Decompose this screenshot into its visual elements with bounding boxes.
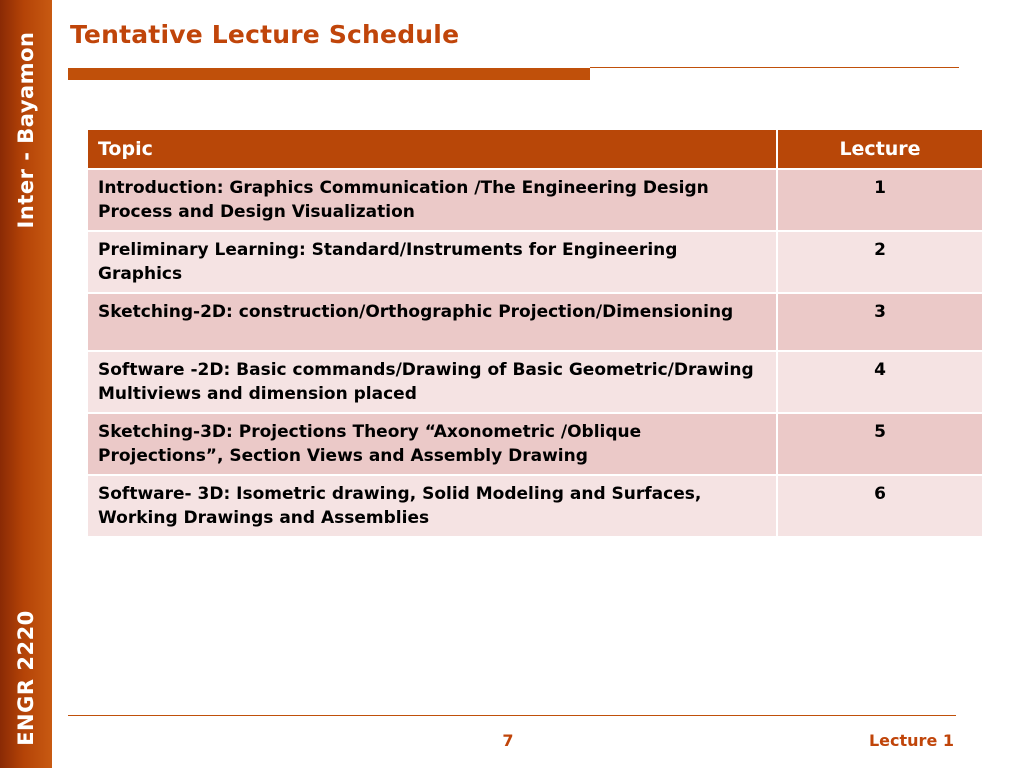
- row-lecture-number: 5: [777, 413, 983, 475]
- row-lecture-number: 1: [777, 169, 983, 231]
- sidebar-course-label: ENGR 2220: [14, 610, 38, 746]
- lecture-schedule-table: [86, 128, 984, 538]
- table-row: [87, 475, 983, 537]
- header-lecture: Lecture: [777, 129, 983, 169]
- table-row: [87, 351, 983, 413]
- footer-rule: [68, 715, 956, 716]
- row-lecture-number: 2: [777, 231, 983, 293]
- table-row: [87, 413, 983, 475]
- page-number: 7: [502, 731, 514, 750]
- row-topic: Introduction: Graphics Communication /The Engineering Design Process and Design Visualization: [87, 169, 777, 231]
- slide-title: Tentative Lecture Schedule: [70, 20, 460, 49]
- row-lecture-number: 6: [777, 475, 983, 537]
- table-row: [87, 231, 983, 293]
- title-underline-bar: [68, 68, 590, 80]
- sidebar: [0, 0, 52, 768]
- row-topic: Sketching-3D: Projections Theory “Axonometric /Oblique Projections”, Section Views and Assembly Drawing: [87, 413, 777, 475]
- sidebar-institution-label: Inter - Bayamon: [14, 31, 38, 229]
- row-topic: Sketching-2D: construction/Orthographic Projection/Dimensioning: [87, 293, 777, 351]
- row-topic: Preliminary Learning: Standard/Instruments for Engineering Graphics: [87, 231, 777, 293]
- title-underline-rule: [590, 67, 959, 68]
- footer-lecture-label: Lecture 1: [868, 731, 954, 750]
- table-header-row: [87, 129, 983, 169]
- table-row: [87, 293, 983, 351]
- row-lecture-number: 3: [777, 293, 983, 351]
- header-topic: Topic: [87, 129, 777, 169]
- row-topic: Software -2D: Basic commands/Drawing of Basic Geometric/Drawing Multiviews and dimension placed: [87, 351, 777, 413]
- row-topic: Software- 3D: Isometric drawing, Solid Modeling and Surfaces, Working Drawings and Assemblies: [87, 475, 777, 537]
- table-row: [87, 169, 983, 231]
- row-lecture-number: 4: [777, 351, 983, 413]
